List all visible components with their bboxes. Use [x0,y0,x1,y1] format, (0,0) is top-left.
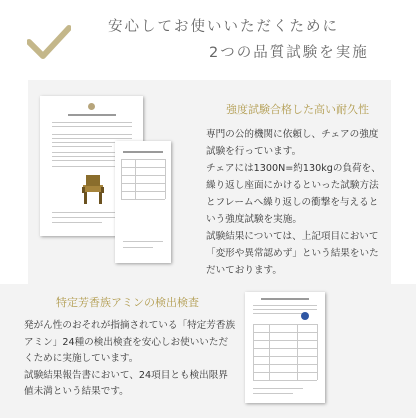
amine-paragraph: 発がん性のおそれが指摘されている「特定芳香族アミン」24種の検出検査を安心しお使いいただくために実施しています。 [24,320,236,364]
strength-paragraph: 試験結果については、上記項目において「変形や異常認めず」という結果をいただいております。 [206,231,379,276]
headline-line1: 安心してお使いいただくために [108,19,339,35]
strength-body [206,126,386,279]
checkmark-icon [27,24,71,60]
headline-line2: 2つの品質試験を実施 [209,45,369,61]
stamp-icon [301,312,309,320]
strength-paragraph: 専門の公的機関に依頼し、チェアの強度試験を行っています。 [206,129,379,157]
chair-photo-icon [79,173,107,205]
strength-title: 強度試験合格した高い耐久性 [226,103,369,116]
amine-body [24,318,236,401]
amine-title: 特定芳香族アミンの検出検査 [56,296,199,309]
amine-paragraph: 試験結果報告書において、24項目とも検出限界値未満という結果です。 [24,369,228,397]
strength-paragraph: チェアには1300N=約130kgの負荷を、繰り返し座面にかけるといった試験方法とフレームへ繰り返しの衝撃を与えるという強度試験を実施。 [206,163,381,225]
page-headline [108,14,369,66]
seal-icon [88,103,95,110]
strength-report-page2 [115,141,171,263]
amine-report-page [245,292,325,403]
